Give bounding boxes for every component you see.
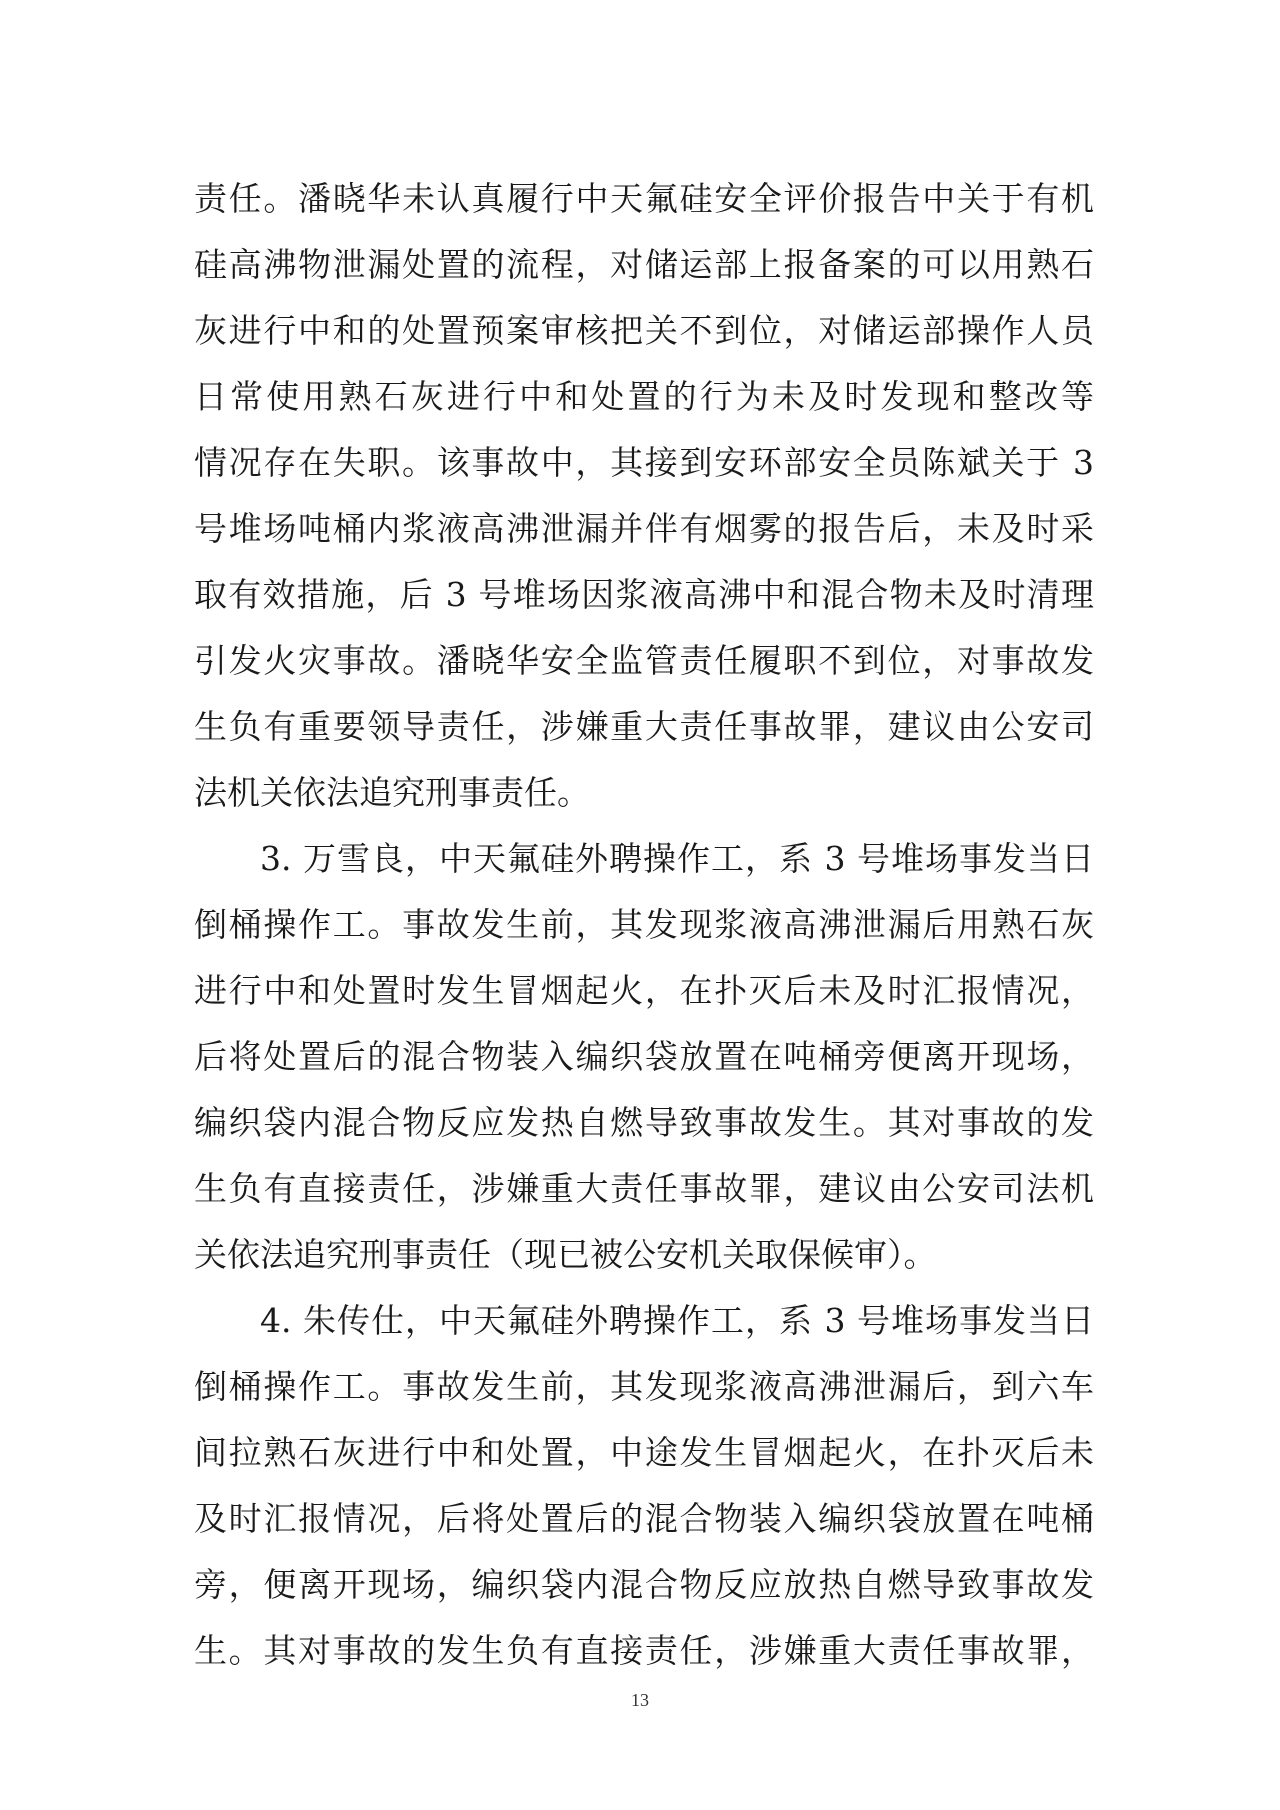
document-body — [194, 166, 1094, 1684]
text-line: 法机关依法追究刑事责任。 — [194, 773, 590, 812]
text-line: 倒桶操作工。事故发生前，其发现浆液高沸泄漏后，到六车 — [194, 1367, 1094, 1406]
text-line: 日常使用熟石灰进行中和处置的行为未及时发现和整改等 — [194, 377, 1094, 416]
page-number: 13 — [631, 1690, 649, 1710]
text-line: 及时汇报情况，后将处置后的混合物装入编织袋放置在吨桶 — [194, 1499, 1094, 1538]
text-line: 灰进行中和的处置预案审核把关不到位，对储运部操作人员 — [194, 311, 1094, 350]
text-line: 情况存在失职。该事故中，其接到安环部安全员陈斌关于 3 — [194, 443, 1094, 482]
text-line: 倒桶操作工。事故发生前，其发现浆液高沸泄漏后用熟石灰 — [194, 905, 1094, 944]
text-line: 生。其对事故的发生负有直接责任，涉嫌重大责任事故罪， — [194, 1631, 1094, 1670]
text-line: 编织袋内混合物反应发热自燃导致事故发生。其对事故的发 — [194, 1103, 1094, 1142]
text-line: 旁，便离开现场，编织袋内混合物反应放热自燃导致事故发 — [194, 1565, 1094, 1604]
text-line: 间拉熟石灰进行中和处置，中途发生冒烟起火，在扑灭后未 — [194, 1433, 1094, 1472]
text-line: 后将处置后的混合物装入编织袋放置在吨桶旁便离开现场， — [194, 1037, 1094, 1076]
text-line: 生负有重要领导责任，涉嫌重大责任事故罪，建议由公安司 — [194, 707, 1094, 746]
text-line: 责任。潘晓华未认真履行中天氟硅安全评价报告中关于有机 — [194, 179, 1094, 218]
text-line: 引发火灾事故。潘晓华安全监管责任履职不到位，对事故发 — [194, 641, 1094, 680]
paragraph-start-line: 3. 万雪良，中天氟硅外聘操作工，系 3 号堆场事发当日 — [260, 839, 1094, 878]
text-line: 进行中和处置时发生冒烟起火，在扑灭后未及时汇报情况， — [194, 971, 1094, 1010]
text-line: 取有效措施，后 3 号堆场因浆液高沸中和混合物未及时清理 — [194, 575, 1094, 614]
text-line: 号堆场吨桶内浆液高沸泄漏并伴有烟雾的报告后，未及时采 — [194, 509, 1094, 548]
text-line: 硅高沸物泄漏处置的流程，对储运部上报备案的可以用熟石 — [194, 245, 1094, 284]
text-line: 关依法追究刑事责任（现已被公安机关取保候审）。 — [194, 1235, 937, 1274]
text-line: 生负有直接责任，涉嫌重大责任事故罪，建议由公安司法机 — [194, 1169, 1094, 1208]
paragraph-start-line: 4. 朱传仕，中天氟硅外聘操作工，系 3 号堆场事发当日 — [260, 1301, 1094, 1340]
